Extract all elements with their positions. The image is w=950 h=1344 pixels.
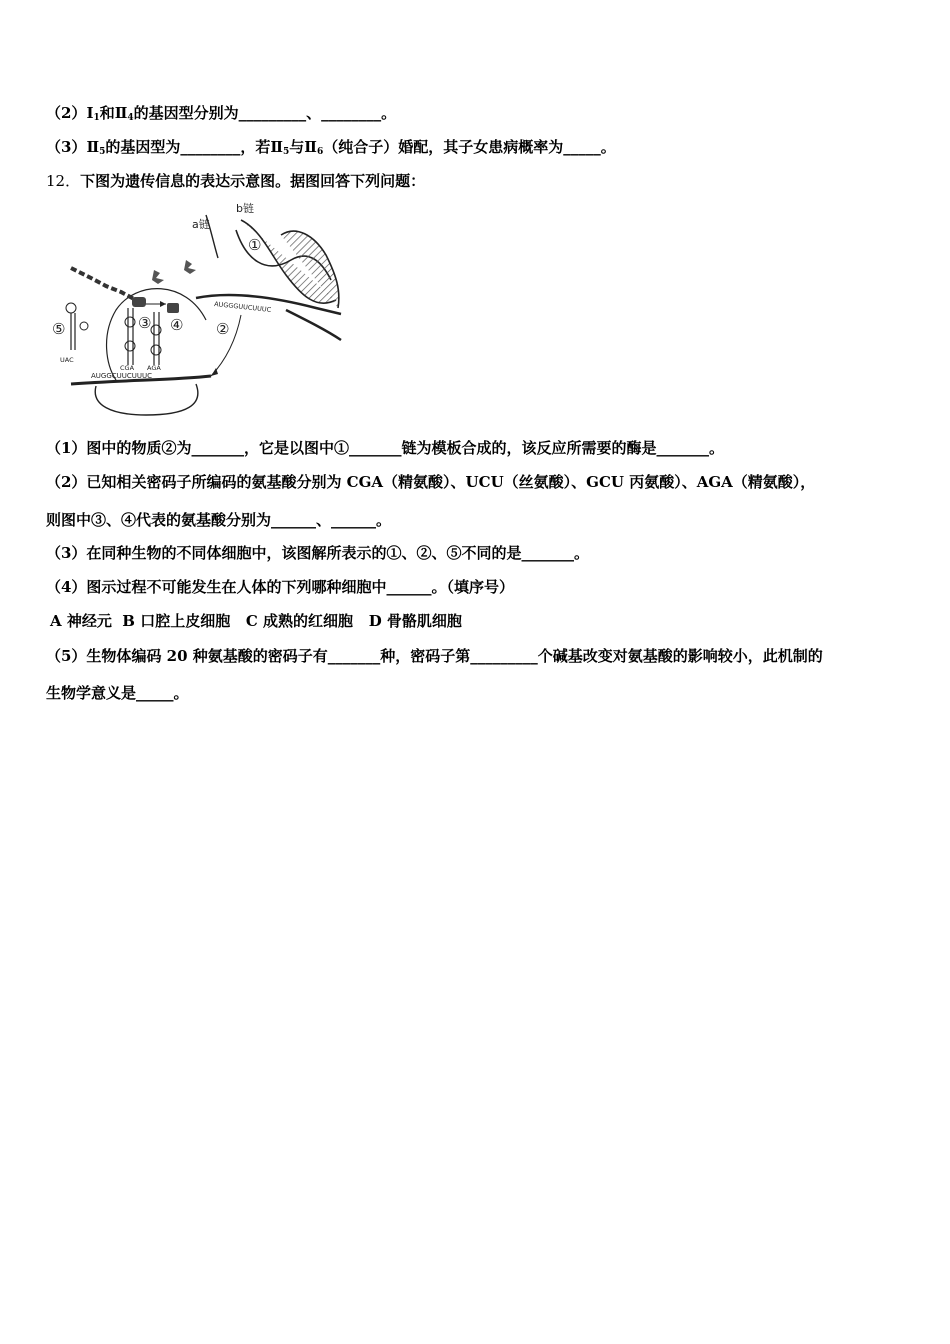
q11-p3-sub3: 6 [316, 147, 324, 157]
q11-p3-mid: 的基因型为________，若Ⅱ [105, 138, 284, 156]
label-circle-5: ⑤ [52, 320, 66, 338]
gene-expression-figure [46, 200, 346, 420]
label-circle-3: ③ [138, 314, 152, 332]
trna-3 [125, 308, 135, 365]
trna-5 [66, 303, 88, 350]
q11-p2-r1: Ⅰ [86, 104, 94, 122]
q11-p2-mid: 和Ⅱ [99, 104, 128, 122]
ribosome-large-subunit [95, 384, 198, 415]
q11-p3-r1: Ⅱ [86, 138, 100, 156]
mrna-top-sequence: AUGGGUUCUUUC [213, 300, 272, 314]
q12-sub5-line1: （5）生物体编码 20 种氨基酸的密码子有_______种，密码子第_________个碱基改变对氨基酸的影响较小，此机制的 [46, 647, 823, 665]
label-a-chain: a链 [192, 218, 210, 231]
trna-4 [146, 301, 166, 365]
q12-sub1: （1）图中的物质②为_______，它是以图中①_______链为模板合成的，该反应所需要的酶是_______。 [46, 439, 724, 457]
polypeptide-chain [71, 260, 196, 313]
anticodon-4: AGA [147, 364, 161, 372]
q11-p3-sub1: 5 [99, 147, 106, 157]
q11-p3-mid2: 与Ⅱ [289, 138, 317, 156]
q11-part3 [46, 137, 904, 162]
q12-sub5-line2: 生物学意义是_____。 [46, 684, 189, 702]
q11-p3-rest: （纯合子）婚配，其子女患病概率为_____。 [323, 138, 616, 156]
q11-part2 [46, 103, 904, 128]
q12-sub3: （3）在同种生物的不同体细胞中，该图解所表示的①、②、⑤不同的是_______。 [46, 544, 589, 562]
label-circle-1: ① [248, 236, 262, 254]
q11-p2-sub1: 1 [93, 113, 100, 123]
q12-stem-text: 下图为遗传信息的表达示意图。据图回答下列问题： [80, 172, 426, 190]
label-circle-2: ② [216, 320, 230, 338]
mrna-bottom-sequence: AUGGCUUCUUUC [91, 372, 153, 380]
q12-options: A 神经元 B 口腔上皮细胞 C 成熟的红细胞 D 骨骼肌细胞 [50, 612, 462, 630]
label-circle-4: ④ [170, 316, 184, 334]
q12-sub4: （4）图示过程不可能发生在人体的下列哪种细胞中______。（填序号） [46, 578, 514, 596]
q12-sub2-line1: （2）已知相关密码子所编码的氨基酸分别为 CGA（精氨酸）、UCU（丝氨酸）、GCU 丙氨酸）、AGA（精氨酸）， [46, 473, 816, 491]
q11-p3-prefix: （3） [46, 138, 87, 156]
label-b-chain: b链 [236, 202, 254, 215]
anticodon-5: UAC [60, 356, 74, 364]
q11-p3-sub2: 5 [283, 147, 290, 157]
anticodon-3: CGA [120, 364, 135, 372]
q11-p2-prefix: （2） [46, 104, 87, 122]
q11-p2-sub2: 4 [127, 113, 134, 123]
q12-sub2-line2: 则图中③、④代表的氨基酸分别为______、______。 [46, 511, 392, 529]
q12-stem [46, 171, 904, 191]
q12-number: 12． [46, 172, 81, 190]
q11-p2-rest: 的基因型分别为_________、________。 [133, 104, 397, 122]
